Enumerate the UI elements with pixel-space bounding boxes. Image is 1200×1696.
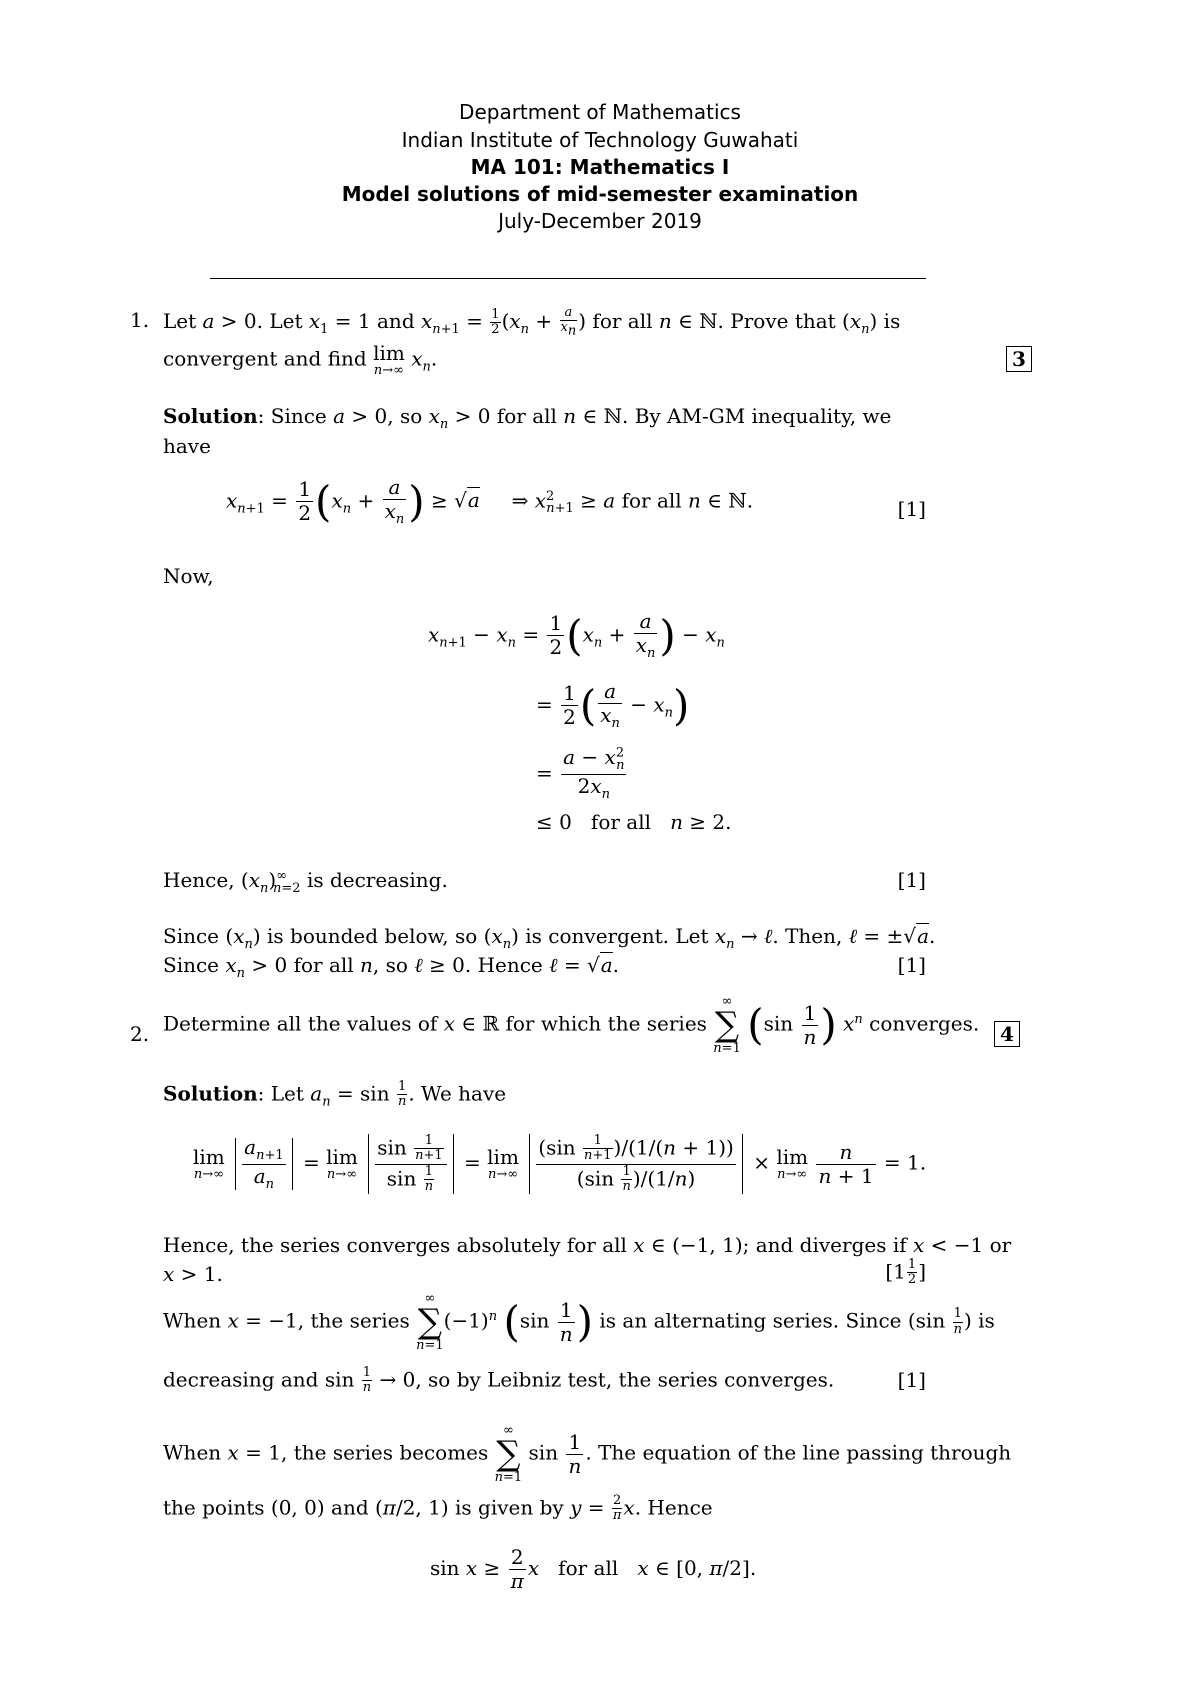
- q2-mark-1: [1 $\frac{1}{2}$ ]: [885, 1257, 926, 1288]
- document-title: Model solutions of mid-semester examination: [341, 182, 859, 206]
- q1-marks-box: 3: [1006, 346, 1032, 372]
- q2-marks-box: 4: [994, 1021, 1020, 1047]
- q1-solution-line2: have: [163, 434, 211, 458]
- q2-mark-2: [1]: [897, 1368, 926, 1392]
- course-title: MA 101: Mathematics I: [470, 155, 730, 179]
- q1-solution-line1: Solution: Since a > 0, so $x_n > 0$ for all n ∈ ℕ. By AM-GM inequality, we: [163, 404, 892, 432]
- q2-alternating-line2: decreasing and sin $\frac{1}{n}$ → 0, so by Leibniz test, the series converges.: [163, 1365, 835, 1396]
- q1-mark-2: [1]: [897, 868, 926, 892]
- q2-ratio-equation: lim n→∞ $\frac{a_{n+1}}{a_n}$ = lim n→∞ sin $\frac{1}{n+1}$ sin $\frac{1}{n}$ = lim n→∞ (sin $\frac{1}{n+1}$ )/(1/(n + 1)) (sin $\frac{1}{n}$ )/(1/n) × lim n→∞ $\frac{n}{n + 1}$ = 1.: [193, 1133, 927, 1194]
- q2-number: 2.: [130, 1022, 150, 1046]
- q2-statement: Determine all the values of x ∈ ℝ for which the series ∞ ∑ n=1 (sin $\frac{1}{n}$ ) $x^n$ converges.: [163, 994, 980, 1056]
- q2-x-equals-one-line1: When x = 1, the series becomes ∞ ∑ n=1 sin $\frac{1}{n}$ . The equation of the line passing through: [163, 1423, 1012, 1485]
- q1-mark-3: [1]: [897, 953, 926, 977]
- term-line: July-December 2019: [498, 209, 702, 233]
- q1-derivation-line4: ≤ 0 for all n ≥ 2.: [536, 810, 732, 834]
- q1-convergence-line2: Since $x_n > 0$ for all n, so ℓ ≥ 0. Hence ℓ = √a.: [163, 953, 619, 981]
- q1-mark-1: [1]: [897, 497, 926, 521]
- q1-hence-decreasing: Hence, $(x_n)^\infty_{n=2}$ is decreasing.: [163, 868, 448, 896]
- q1-statement-line2: convergent and find lim n→∞ $x_n$.: [163, 341, 438, 378]
- q2-abs-convergence-line2: x > 1.: [163, 1262, 223, 1286]
- header-rule: [210, 278, 926, 279]
- q2-solution-line1: Solution: Let $a_n = \sin$ $\frac{1}{n}$ . We have: [163, 1079, 507, 1110]
- q1-number: 1.: [130, 308, 150, 332]
- q1-now: Now,: [163, 564, 214, 588]
- q2-x-equals-one-line2: the points (0, 0) and (π/2, 1) is given by y = $\frac{2}{\pi}$ x. Hence: [163, 1493, 713, 1524]
- q1-statement-line1: Let a > 0. Let $x_1 = 1$ and $x_{n+1}$ = $\frac{1}{2}$ ($x_n$ + $\frac{a}{x_n}$ ) for all n ∈ ℕ. Prove that $(x_n)$ is: [163, 305, 901, 339]
- q1-convergence-line1: Since $(x_n)$ is bounded below, so $(x_n)$ is convergent. Let $x_n$ → ℓ. Then, ℓ = ±√a.: [163, 924, 936, 952]
- institute-line: Indian Institute of Technology Guwahati: [401, 128, 799, 152]
- q1-amgm-equation: $x_{n+1}$ = $\frac{1}{2}$ ($x_n$ + $\frac{a}{x_n}$ ) ≥ √a ⇒ $x^2_{n+1} \ge a$ for all n ∈ ℕ.: [226, 475, 754, 527]
- q1-derivation-line1: $x_{n+1} - x_n$ = $\frac{1}{2}$ ($x_n$ + $\frac{a}{x_n}$ ) − $x_n$: [428, 609, 725, 661]
- q1-derivation-line2: = $\frac{1}{2}$ ( $\frac{a}{x_n}$ − $x_n$): [536, 679, 690, 731]
- department-line: Department of Mathematics: [459, 100, 741, 124]
- q2-sine-inequality: sin x ≥ $\frac{2}{\pi}$ x for all x ∈ [0, π/2].: [430, 1545, 757, 1593]
- q2-alternating-line1: When x = −1, the series ∞ ∑ n=1 $(-1)^n$ (sin $\frac{1}{n}$ ) is an alternating series. Since (sin $\frac{1}{n}$ ) is: [163, 1291, 995, 1353]
- q1-derivation-line3: = $\frac{a - x^2_n}{2x_n}$: [536, 745, 625, 802]
- q2-abs-convergence-line1: Hence, the series converges absolutely for all x ∈ (−1, 1); and diverges if x < −1 or: [163, 1233, 1012, 1257]
